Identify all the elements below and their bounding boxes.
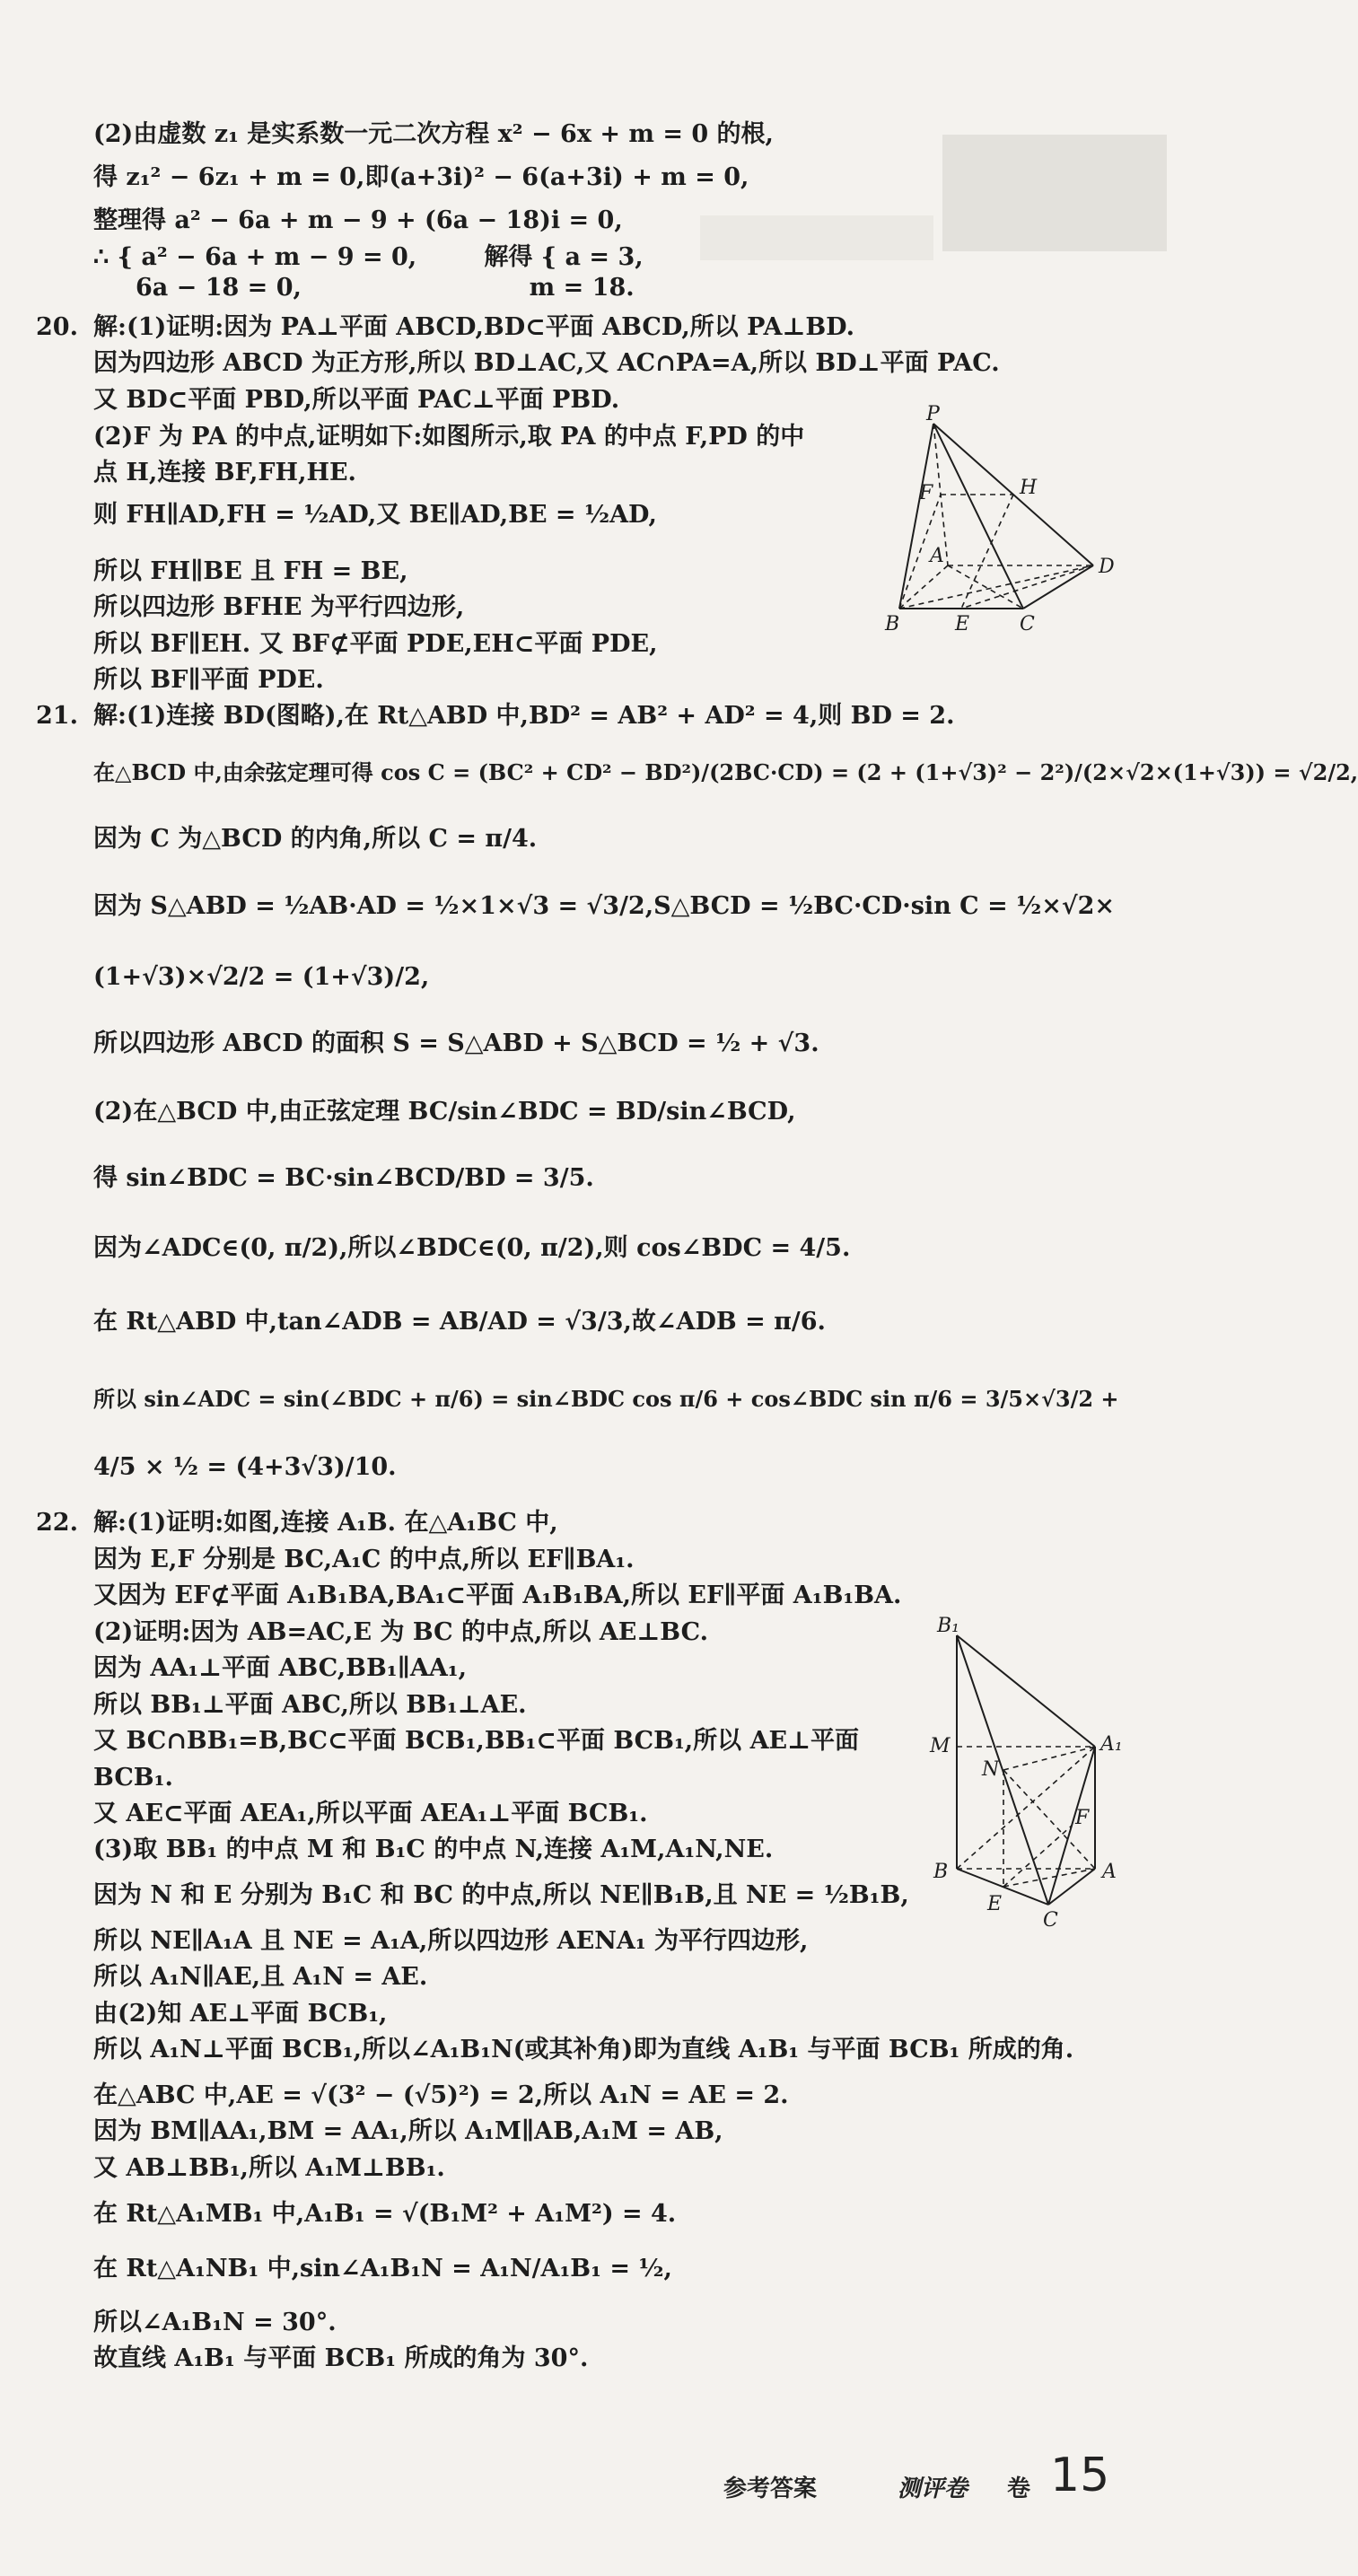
q22-line: 解:(1)证明:如图,连接 A₁B. 在△A₁BC 中, xyxy=(93,1509,558,1537)
q21-line: (2)在△BCD 中,由正弦定理 BC/sin∠BDC = BD/sin∠BCD, xyxy=(93,1098,796,1126)
figure-label: N xyxy=(982,1758,1000,1781)
q20-line: 则 FH∥AD,FH = ½AD,又 BE∥AD,BE = ½AD, xyxy=(93,501,657,529)
q20-line: 解:(1)证明:因为 PA⊥平面 ABCD,BD⊂平面 ABCD,所以 PA⊥BD. xyxy=(93,313,855,341)
q22-line: 因为 N 和 E 分别为 B₁C 和 BC 的中点,所以 NE∥B₁B,且 NE = ½B₁B, xyxy=(93,1881,909,1909)
edge-BC xyxy=(957,1869,1048,1905)
figure-label: H xyxy=(1020,477,1038,499)
figure-label: B xyxy=(933,1861,949,1883)
footer-test-label: 测评卷 xyxy=(898,2475,968,2502)
figure-label: B xyxy=(885,613,900,635)
q21-line: 因为∠ADC∈(0, π/2),所以∠BDC∈(0, π/2),则 cos∠BDC = 4/5. xyxy=(93,1234,851,1262)
q19-line: (2)由虚数 z₁ 是实系数一元二次方程 x² − 6x + m = 0 的根, xyxy=(93,120,774,148)
q20-number: 20. xyxy=(36,313,78,341)
q22-line: 故直线 A₁B₁ 与平面 BCB₁ 所成的角为 30°. xyxy=(93,2344,589,2372)
q21-line: 在 Rt△ABD 中,tan∠ADB = AB/AD = √3/3,故∠ADB = π/6. xyxy=(93,1308,826,1336)
q22-line: 在△ABC 中,AE = √(3² − (√5)²) = 2,所以 A₁N = AE = 2. xyxy=(93,2081,789,2109)
q22-line: 所以 NE∥A₁A 且 NE = A₁A,所以四边形 AENA₁ 为平行四边形, xyxy=(93,1927,809,1955)
figure-label: C xyxy=(1020,613,1035,635)
q21-line: 4/5 × ½ = (4+3√3)/10. xyxy=(93,1453,397,1481)
q21-line: (1+√3)×√2/2 = (1+√3)/2, xyxy=(93,963,430,991)
edge-DE xyxy=(961,565,1093,609)
figure-label: F xyxy=(919,482,933,504)
q20-line: 所以 BF∥EH. 又 BF⊄平面 PDE,EH⊂平面 PDE, xyxy=(93,630,658,658)
figure-label: E xyxy=(987,1893,1003,1915)
edge-B1A1 xyxy=(957,1635,1095,1747)
edge-CA xyxy=(1048,1869,1095,1905)
edge-NA1 xyxy=(1003,1747,1095,1770)
q20-line: 因为四边形 ABCD 为正方形,所以 BD⊥AC,又 AC∩PA=A,所以 BD⊥平面 PAC. xyxy=(93,349,1000,377)
q22-line: 所以 A₁N∥AE,且 A₁N = AE. xyxy=(93,1963,428,1991)
figure-label: A xyxy=(1102,1861,1117,1883)
q21-line: 因为 S△ABD = ½AB·AD = ½×1×√3 = √3/2,S△BCD = ½BC·CD·sin C = ½×√2× xyxy=(93,892,1116,920)
bleed-through-mark xyxy=(700,215,933,260)
edge-EF xyxy=(1003,1826,1072,1887)
q19-line: ∴ { a² − 6a + m − 9 = 0, 解得 { a = 3, xyxy=(93,243,644,271)
q19-line: 6a − 18 = 0, m = 18. xyxy=(93,274,635,302)
q22-line: BCB₁. xyxy=(93,1764,173,1792)
q22-line: 又因为 EF⊄平面 A₁B₁BA,BA₁⊂平面 A₁B₁BA,所以 EF∥平面 A₁B₁BA. xyxy=(93,1582,902,1609)
q22-number: 22. xyxy=(36,1509,78,1537)
edge-EA xyxy=(1003,1869,1095,1887)
q22-line: 又 AE⊂平面 AEA₁,所以平面 AEA₁⊥平面 BCB₁. xyxy=(93,1800,648,1827)
q22-line: 所以 A₁N⊥平面 BCB₁,所以∠A₁B₁N(或其补角)即为直线 A₁B₁ 与平面 BCB₁ 所成的角. xyxy=(93,2036,1074,2063)
q20-line: 所以四边形 BFHE 为平行四边形, xyxy=(93,593,465,621)
figure-label: F xyxy=(1075,1807,1090,1829)
q20-pyramid-figure xyxy=(880,403,1122,646)
edge-CD xyxy=(1023,565,1093,609)
q22-line: 因为 BM∥AA₁,BM = AA₁,所以 A₁M∥AB,A₁M = AB, xyxy=(93,2117,723,2145)
q19-line: 得 z₁² − 6z₁ + m = 0,即(a+3i)² − 6(a+3i) + m = 0, xyxy=(93,163,749,191)
figure-label: E xyxy=(955,613,970,635)
q22-line: 又 BC∩BB₁=B,BC⊂平面 BCB₁,BB₁⊂平面 BCB₁,所以 AE⊥平面 xyxy=(93,1727,860,1755)
q22-line: 因为 AA₁⊥平面 ABC,BB₁∥AA₁, xyxy=(93,1654,468,1682)
q21-number: 21. xyxy=(36,702,78,730)
q22-line: 在 Rt△A₁NB₁ 中,sin∠A₁B₁N = A₁N/A₁B₁ = ½, xyxy=(93,2255,672,2282)
q20-line: 所以 BF∥平面 PDE. xyxy=(93,666,324,694)
bleed-through-mark xyxy=(942,135,1167,251)
figure-label: A₁ xyxy=(1100,1733,1123,1756)
q21-line: 解:(1)连接 BD(图略),在 Rt△ABD 中,BD² = AB² + AD² = 4,则 BD = 2. xyxy=(93,702,955,730)
q22-line: 因为 E,F 分别是 BC,A₁C 的中点,所以 EF∥BA₁. xyxy=(93,1546,635,1573)
q20-line: 又 BD⊂平面 PBD,所以平面 PAC⊥平面 PBD. xyxy=(93,386,620,414)
q22-line: (2)证明:因为 AB=AC,E 为 BC 的中点,所以 AE⊥BC. xyxy=(93,1618,709,1646)
q22-prism-figure xyxy=(924,1616,1149,1948)
edge-PB xyxy=(899,424,933,609)
figure-label: D xyxy=(1099,556,1115,578)
edge-B1C xyxy=(957,1635,1048,1905)
q22-line: 又 AB⊥BB₁,所以 A₁M⊥BB₁. xyxy=(93,2154,445,2182)
edge-PC xyxy=(933,424,1023,609)
q22-line: (3)取 BB₁ 的中点 M 和 B₁C 的中点 N,连接 A₁M,A₁N,NE. xyxy=(93,1836,774,1863)
q20-line: (2)F 为 PA 的中点,证明如下:如图所示,取 PA 的中点 F,PD 的中 xyxy=(93,423,805,451)
q21-line: 得 sin∠BDC = BC·sin∠BCD/BD = 3/5. xyxy=(93,1164,594,1192)
q19-line: 整理得 a² − 6a + m − 9 + (6a − 18)i = 0, xyxy=(93,206,623,234)
edge-BD xyxy=(899,565,1093,609)
page-number: 15 xyxy=(1050,2449,1110,2502)
figure-label: A xyxy=(930,545,944,567)
figure-label: M xyxy=(930,1735,951,1757)
q22-line: 所以∠A₁B₁N = 30°. xyxy=(93,2309,337,2336)
q21-line: 在△BCD 中,由余弦定理可得 cos C = (BC² + CD² − BD²)/(2BC·CD) = (2 + (1+√3)² − 2²)/(2×√2×(1+√3)) = √2/2, xyxy=(93,759,1358,785)
q21-line: 因为 C 为△BCD 的内角,所以 C = π/4. xyxy=(93,825,538,853)
figure-label: B₁ xyxy=(937,1615,959,1637)
q20-line: 所以 FH∥BE 且 FH = BE, xyxy=(93,557,408,585)
q22-line: 所以 BB₁⊥平面 ABC,所以 BB₁⊥AE. xyxy=(93,1691,527,1719)
q21-line: 所以四边形 ABCD 的面积 S = S△ABD + S△BCD = ½ + √3. xyxy=(93,1030,819,1057)
footer-volume-label: 卷 xyxy=(1007,2475,1031,2502)
figure-label: P xyxy=(926,403,940,425)
q22-line: 由(2)知 AE⊥平面 BCB₁, xyxy=(93,2000,388,2028)
q22-line: 在 Rt△A₁MB₁ 中,A₁B₁ = √(B₁M² + A₁M²) = 4. xyxy=(93,2200,677,2228)
figure-label: C xyxy=(1043,1909,1058,1932)
footer-answer-label: 参考答案 xyxy=(723,2475,818,2502)
q20-line: 点 H,连接 BF,FH,HE. xyxy=(93,459,356,486)
q21-line: 所以 sin∠ADC = sin(∠BDC + π/6) = sin∠BDC cos π/6 + cos∠BDC sin π/6 = 3/5×√3/2 + xyxy=(93,1386,1119,1412)
edge-HE xyxy=(961,495,1013,609)
